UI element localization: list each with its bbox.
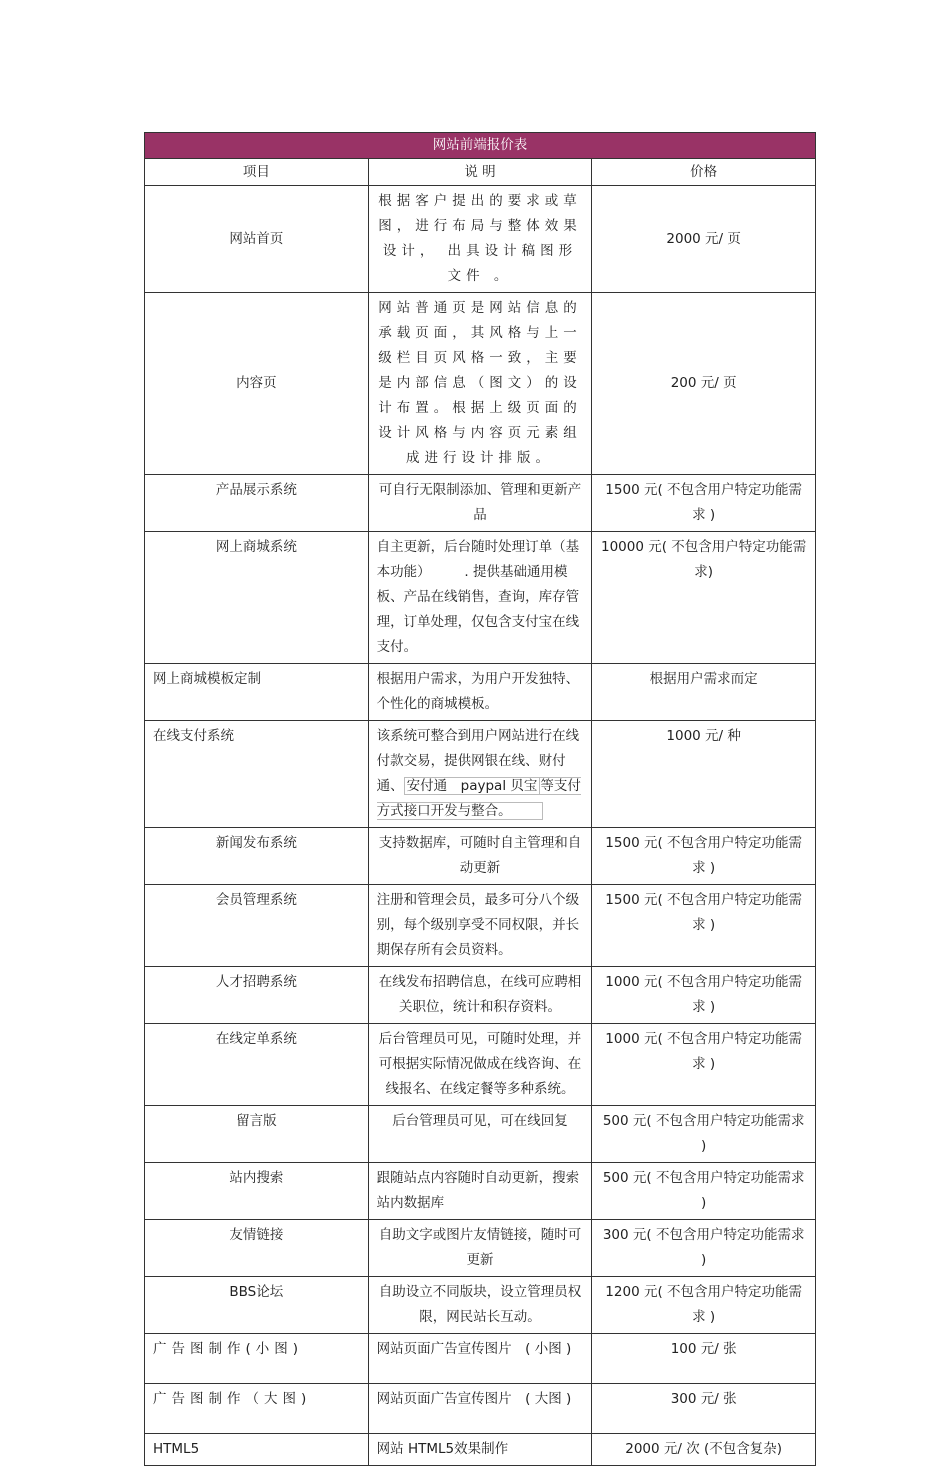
row-item: 留言版 bbox=[145, 1106, 369, 1163]
row-desc: 网站普通页是网站信息的承载页面，其风格与上一级栏目页风格一致，主要是内部信息（图文）的设计布置。根据上级页面的设计风格与内容页元素组成进行设计排版。 bbox=[368, 293, 592, 475]
row-item: 人才招聘系统 bbox=[145, 967, 369, 1024]
row-price: 1500 元( 不包含用户特定功能需求 ) bbox=[592, 475, 816, 532]
table-row bbox=[145, 828, 816, 885]
row-desc: 后台管理员可见，可在线回复 bbox=[368, 1106, 592, 1163]
row-desc: 网站页面广告宣传图片 ( 大图 ) bbox=[368, 1384, 592, 1434]
header-row bbox=[145, 159, 816, 186]
table-row bbox=[145, 664, 816, 721]
row-item: 网站首页 bbox=[145, 186, 369, 293]
row-desc: 自助文字或图片友情链接，随时可更新 bbox=[368, 1220, 592, 1277]
header-item: 项目 bbox=[145, 159, 369, 186]
row-price: 1000 元/ 种 bbox=[592, 721, 816, 828]
row-desc: 网站 HTML5效果制作 bbox=[368, 1434, 592, 1466]
table-row bbox=[145, 1334, 816, 1384]
row-item: 在线定单系统 bbox=[145, 1024, 369, 1106]
table-title: 网站前端报价表 bbox=[145, 133, 816, 159]
row-desc: 网站页面广告宣传图片 ( 小图 ) bbox=[368, 1334, 592, 1384]
table-row bbox=[145, 967, 816, 1024]
row-item: 新闻发布系统 bbox=[145, 828, 369, 885]
row-price: 1000 元( 不包含用户特定功能需求 ) bbox=[592, 1024, 816, 1106]
row-price: 1200 元( 不包含用户特定功能需求 ) bbox=[592, 1277, 816, 1334]
table-row bbox=[145, 1106, 816, 1163]
table-row bbox=[145, 1434, 816, 1466]
row-desc: 后台管理员可见，可随时处理，并可根据实际情况做成在线咨询、在线报名、在线定餐等多种系统。 bbox=[368, 1024, 592, 1106]
row-desc bbox=[368, 721, 592, 828]
table-row bbox=[145, 293, 816, 475]
title-row bbox=[145, 133, 816, 159]
row-desc: 自主更新，后台随时处理订单（基本功能） . 提供基础通用模板、产品在线销售，查询，库存管理，订单处理，仅包含支付宝在线支付。 bbox=[368, 532, 592, 664]
table-row bbox=[145, 1163, 816, 1220]
row-item: 网上商城模板定制 bbox=[145, 664, 369, 721]
table-row bbox=[145, 1220, 816, 1277]
row-price: 10000 元( 不包含用户特定功能需求) bbox=[592, 532, 816, 664]
table-row bbox=[145, 885, 816, 967]
row-price: 2000 元/ 次 (不包含复杂) bbox=[592, 1434, 816, 1466]
row-item: 站内搜索 bbox=[145, 1163, 369, 1220]
row-item: 广告图制作(小图) bbox=[145, 1334, 369, 1384]
desc-part: 该系统可整合到用户网站进行在线付款交易，提供网银在线、财付通、 bbox=[376, 728, 580, 794]
row-item: HTML5 bbox=[145, 1434, 369, 1466]
table-row bbox=[145, 1024, 816, 1106]
row-price: 1000 元( 不包含用户特定功能需求 ) bbox=[592, 967, 816, 1024]
row-price: 300 元( 不包含用户特定功能需求 ) bbox=[592, 1220, 816, 1277]
row-item: 产品展示系统 bbox=[145, 475, 369, 532]
desc-part: 等支付方式接口开发与整合。 bbox=[376, 778, 581, 819]
row-desc: 可自行无限制添加、管理和更新产品 bbox=[368, 475, 592, 532]
price-table bbox=[144, 132, 816, 1466]
table-row bbox=[145, 532, 816, 664]
row-desc: 自助设立不同版块，设立管理员权限，网民站长互动。 bbox=[368, 1277, 592, 1334]
row-price: 300 元/ 张 bbox=[592, 1384, 816, 1434]
row-price: 100 元/ 张 bbox=[592, 1334, 816, 1384]
row-price: 500 元( 不包含用户特定功能需求 ) bbox=[592, 1163, 816, 1220]
row-item: 广告图制作（大图) bbox=[145, 1384, 369, 1434]
row-item: 网上商城系统 bbox=[145, 532, 369, 664]
row-price: 200 元/ 页 bbox=[592, 293, 816, 475]
row-item: 在线支付系统 bbox=[145, 721, 369, 828]
header-desc: 说 明 bbox=[368, 159, 592, 186]
row-price: 500 元( 不包含用户特定功能需求 ) bbox=[592, 1106, 816, 1163]
header-price: 价格 bbox=[592, 159, 816, 186]
row-price: 根据用户需求而定 bbox=[592, 664, 816, 721]
row-price: 1500 元( 不包含用户特定功能需求 ) bbox=[592, 828, 816, 885]
row-item: 友情链接 bbox=[145, 1220, 369, 1277]
row-desc: 注册和管理会员，最多可分八个级别，每个级别享受不同权限，并长期保存所有会员资料。 bbox=[368, 885, 592, 967]
desc-part-boxed: 安付通 paypal 贝宝 bbox=[404, 777, 541, 795]
row-price: 1500 元( 不包含用户特定功能需求 ) bbox=[592, 885, 816, 967]
table-row bbox=[145, 1384, 816, 1434]
row-item: BBS论坛 bbox=[145, 1277, 369, 1334]
row-desc: 在线发布招聘信息，在线可应聘相关职位，统计和积存资料。 bbox=[368, 967, 592, 1024]
table-row bbox=[145, 475, 816, 532]
row-desc: 根据客户提出的要求或草图，进行布局与整体效果设计， 出具设计稿图形文件 。 bbox=[368, 186, 592, 293]
row-desc: 跟随站点内容随时自动更新，搜索站内数据库 bbox=[368, 1163, 592, 1220]
row-desc: 根据用户需求，为用户开发独特、个性化的商城模板。 bbox=[368, 664, 592, 721]
row-item: 会员管理系统 bbox=[145, 885, 369, 967]
row-desc: 支持数据库，可随时自主管理和自动更新 bbox=[368, 828, 592, 885]
row-item: 内容页 bbox=[145, 293, 369, 475]
table-row bbox=[145, 1277, 816, 1334]
table-row bbox=[145, 186, 816, 293]
row-price: 2000 元/ 页 bbox=[592, 186, 816, 293]
table-row bbox=[145, 721, 816, 828]
